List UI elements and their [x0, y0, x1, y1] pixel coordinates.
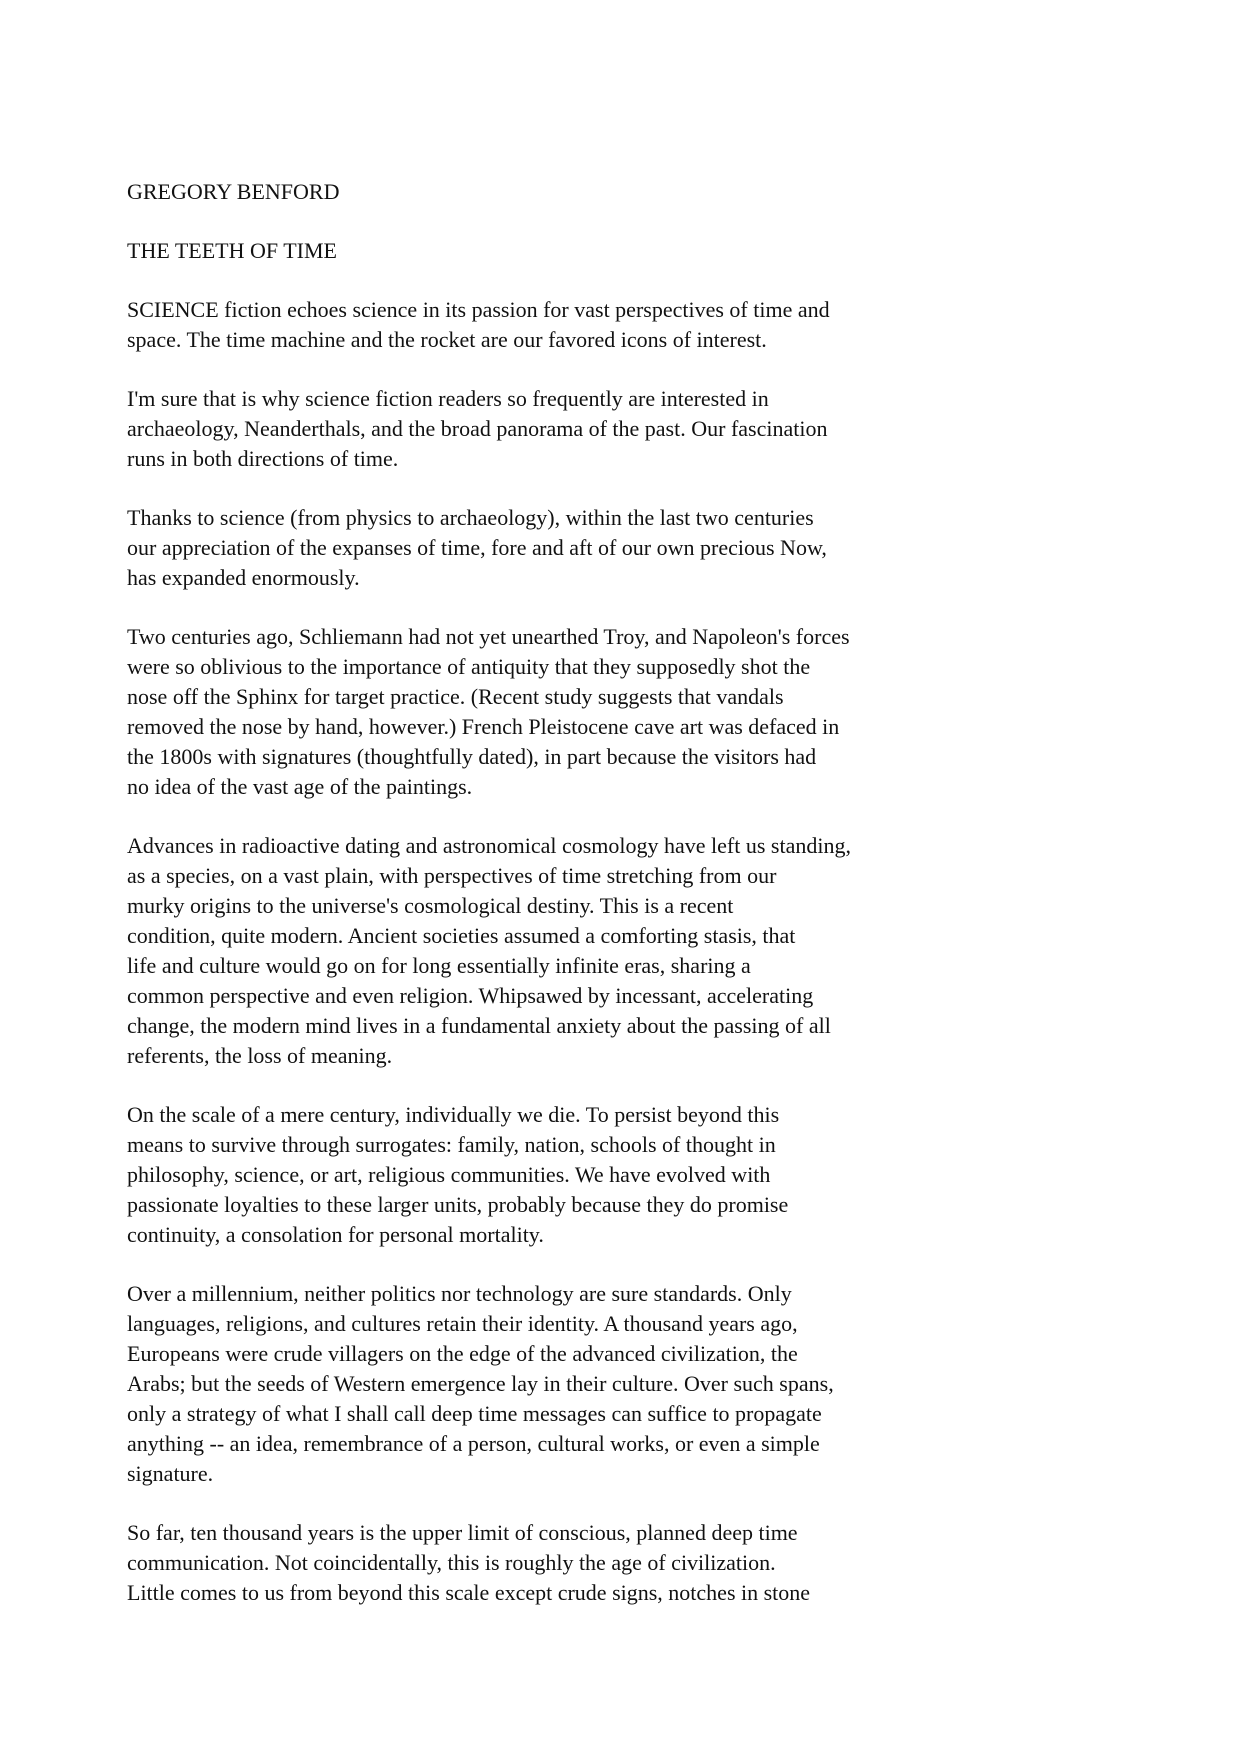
paragraph [127, 622, 1127, 802]
text-line: only a strategy of what I shall call deep time messages can suffice to propagate [127, 1401, 822, 1426]
text-line: space. The time machine and the rocket are our favored icons of interest. [127, 327, 767, 352]
text-line: passionate loyalties to these larger units, probably because they do promise [127, 1192, 789, 1217]
paragraph [127, 831, 1127, 1071]
text-line: languages, religions, and cultures retain their identity. A thousand years ago, [127, 1311, 798, 1336]
text-line: anything -- an idea, remembrance of a person, cultural works, or even a simple [127, 1431, 820, 1456]
text-line: as a species, on a vast plain, with perspectives of time stretching from our [127, 863, 777, 888]
text-line: continuity, a consolation for personal mortality. [127, 1222, 544, 1247]
text-line: So far, ten thousand years is the upper limit of conscious, planned deep time [127, 1520, 798, 1545]
text-line: SCIENCE fiction echoes science in its passion for vast perspectives of time and [127, 297, 830, 322]
document-page [127, 177, 1127, 1637]
paragraph [127, 1100, 1127, 1250]
text-line: nose off the Sphinx for target practice. (Recent study suggests that vandals [127, 684, 784, 709]
text-line: were so oblivious to the importance of antiquity that they supposedly shot the [127, 654, 811, 679]
text-line: On the scale of a mere century, individually we die. To persist beyond this [127, 1102, 780, 1127]
paragraph [127, 1518, 1127, 1608]
text-line: the 1800s with signatures (thoughtfully dated), in part because the visitors had [127, 744, 817, 769]
author-name: GREGORY BENFORD [127, 179, 340, 204]
text-line: referents, the loss of meaning. [127, 1043, 393, 1068]
text-line: runs in both directions of time. [127, 446, 399, 471]
text-line: change, the modern mind lives in a fundamental anxiety about the passing of all [127, 1013, 831, 1038]
text-line: life and culture would go on for long essentially infinite eras, sharing a [127, 953, 751, 978]
text-line: Over a millennium, neither politics nor technology are sure standards. Only [127, 1281, 792, 1306]
text-line: Thanks to science (from physics to archaeology), within the last two centuries [127, 505, 814, 530]
text-line: has expanded enormously. [127, 565, 360, 590]
text-line: signature. [127, 1461, 214, 1486]
text-line: archaeology, Neanderthals, and the broad panorama of the past. Our fascination [127, 416, 828, 441]
text-line: Arabs; but the seeds of Western emergence lay in their culture. Over such spans, [127, 1371, 834, 1396]
text-line: I'm sure that is why science fiction readers so frequently are interested in [127, 386, 769, 411]
text-line: common perspective and even religion. Whipsawed by incessant, accelerating [127, 983, 814, 1008]
paragraph [127, 1279, 1127, 1489]
paragraph [127, 384, 1127, 474]
paragraph [127, 503, 1127, 593]
text-line: condition, quite modern. Ancient societies assumed a comforting stasis, that [127, 923, 796, 948]
text-line: our appreciation of the expanses of time, fore and aft of our own precious Now, [127, 535, 827, 560]
text-line: Two centuries ago, Schliemann had not yet unearthed Troy, and Napoleon's forces [127, 624, 850, 649]
text-line: murky origins to the universe's cosmological destiny. This is a recent [127, 893, 734, 918]
document-title: THE TEETH OF TIME [127, 238, 337, 263]
paragraph [127, 295, 1127, 355]
text-line: removed the nose by hand, however.) French Pleistocene cave art was defaced in [127, 714, 840, 739]
text-line: Advances in radioactive dating and astronomical cosmology have left us standing, [127, 833, 851, 858]
body-text [127, 295, 1127, 1608]
text-line: Europeans were crude villagers on the edge of the advanced civilization, the [127, 1341, 798, 1366]
text-line: philosophy, science, or art, religious communities. We have evolved with [127, 1162, 771, 1187]
text-line: communication. Not coincidentally, this is roughly the age of civilization. [127, 1550, 776, 1575]
text-line: Little comes to us from beyond this scale except crude signs, notches in stone [127, 1580, 811, 1605]
text-line: no idea of the vast age of the paintings. [127, 774, 473, 799]
text-line: means to survive through surrogates: family, nation, schools of thought in [127, 1132, 776, 1157]
